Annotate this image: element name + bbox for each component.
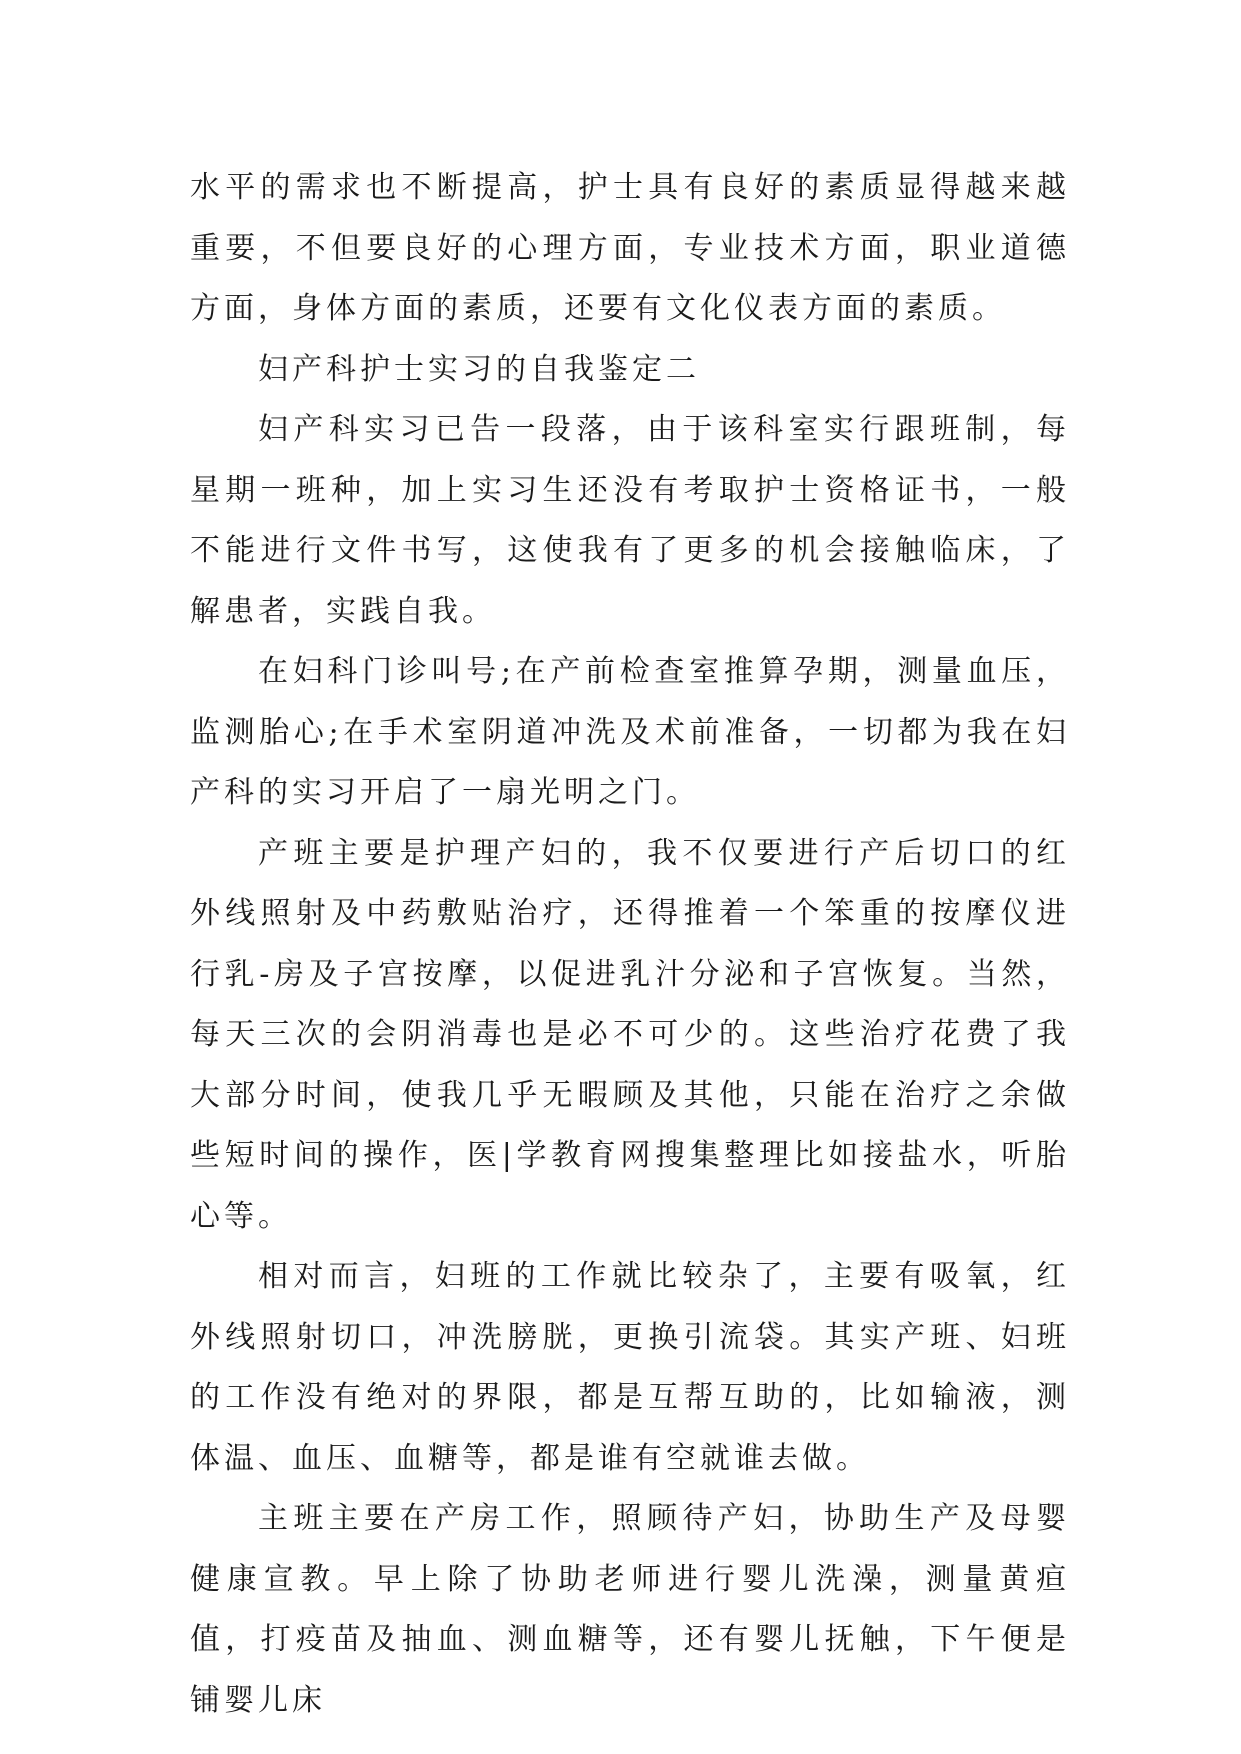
paragraph-postpartum-shift: 产班主要是护理产妇的，我不仅要进行产后切口的红外线照射及中药敷贴治疗，还得推着一个笨重的按摩仪进行乳-房及子宫按摩，以促进乳汁分泌和子宫恢复。当然，每天三次的会阴消毒也是必不可少的。这些治疗花费了我大部分时间，使我几乎无暇顾及其他，只能在治疗之余做些短时间的操作，医|学教育网搜集整理比如接盐水，听胎心等。 [190,835,1070,1234]
section-heading: 妇产科护士实习的自我鉴定二 [258,351,700,387]
paragraph-intro: 妇产科实习已告一段落，由于该科室实行跟班制，每星期一班种，加上实习生还没有考取护士资格证书，一般不能进行文件书写，这使我有了更多的机会接触临床，了解患者，实践自我。 [190,412,1070,629]
document-body [190,158,1070,1731]
paragraph-continuation: 水平的需求也不断提高，护士具有良好的素质显得越来越重要，不但要良好的心理方面，专业技术方面，职业道德方面，身体方面的素质，还要有文化仪表方面的素质。 [190,170,1070,326]
paragraph-main-shift: 主班主要在产房工作，照顾待产妇，协助生产及母婴健康宣教。早上除了协助老师进行婴儿洗澡，测量黄疸值，打疫苗及抽血、测血糖等，还有婴儿抚触，下午便是铺婴儿床 [190,1501,1070,1718]
paragraph-gynecology-shift: 相对而言，妇班的工作就比较杂了，主要有吸氧，红外线照射切口，冲洗膀胱，更换引流袋。其实产班、妇班的工作没有绝对的界限，都是互帮互助的，比如输液，测体温、血压、血糖等，都是谁有空就谁去做。 [190,1259,1070,1476]
paragraph-clinic: 在妇科门诊叫号;在产前检查室推算孕期，测量血压，监测胎心;在手术室阴道冲洗及术前准备，一切都为我在妇产科的实习开启了一扇光明之门。 [190,654,1070,810]
